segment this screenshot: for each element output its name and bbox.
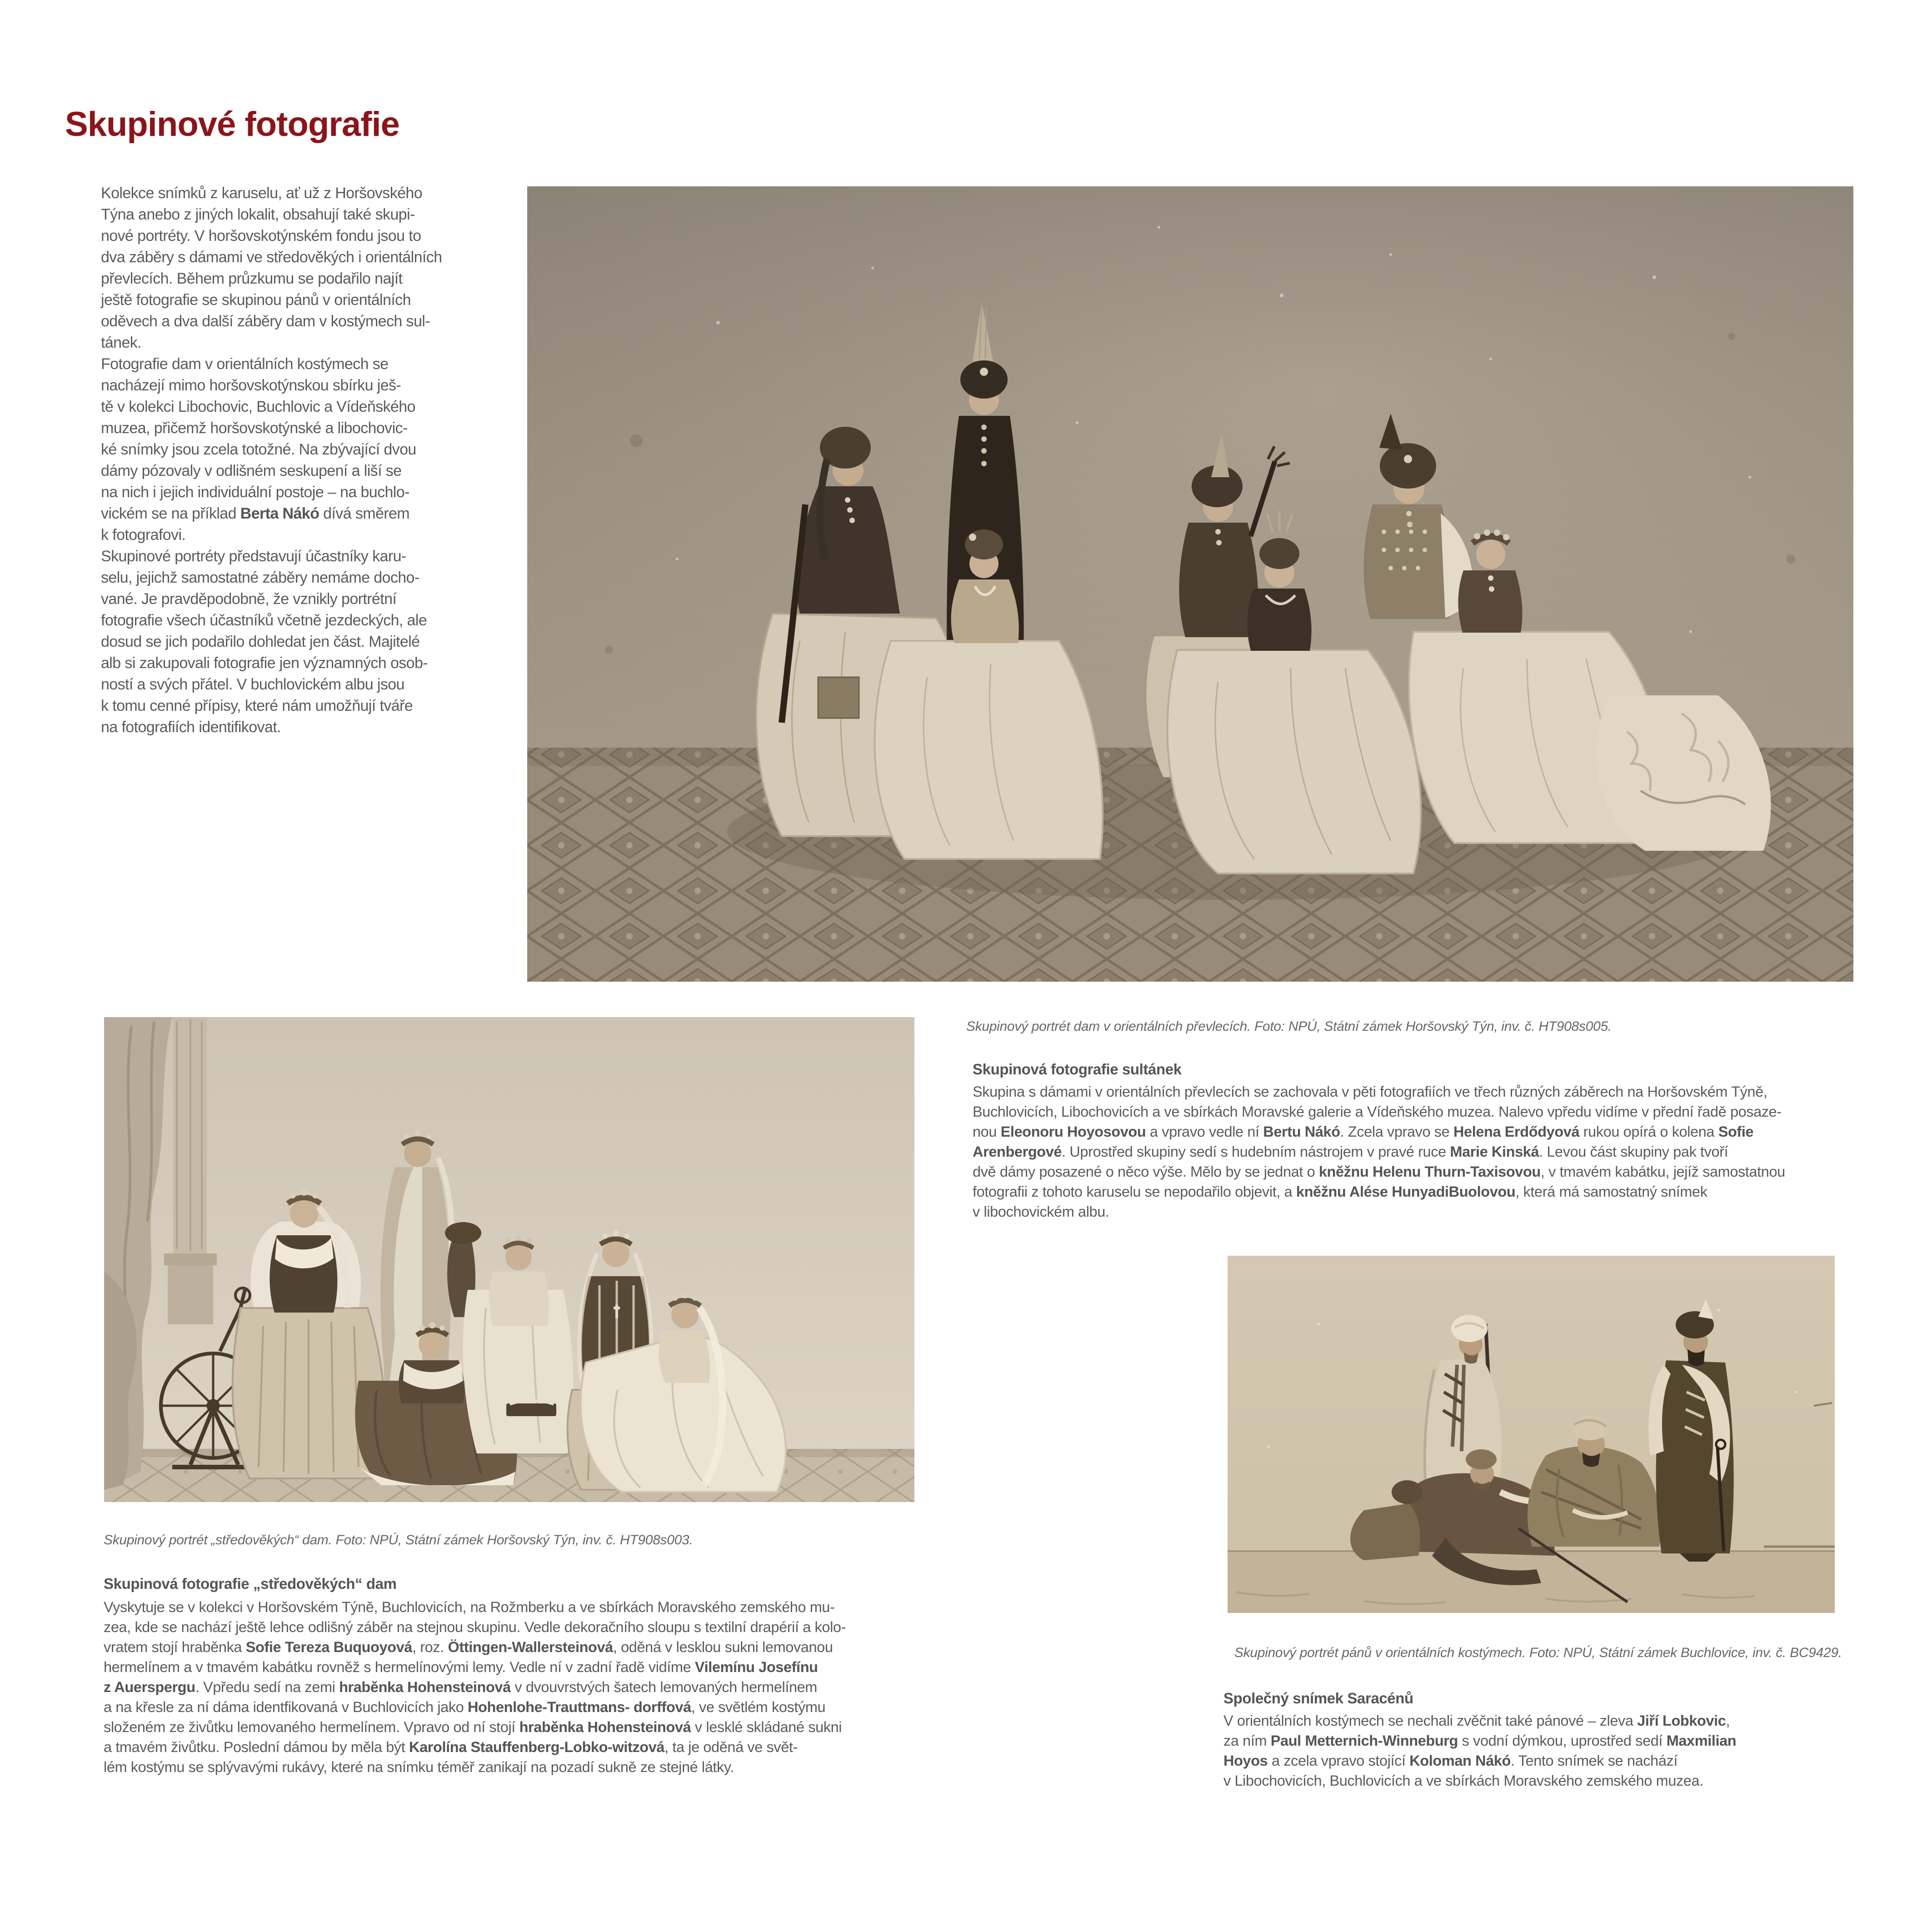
section-body-stredoveke	[104, 1597, 922, 1777]
text-line: dámy pózovaly v odlišném seskupení a liší se	[101, 462, 402, 479]
text-line: v libochovickém albu.	[973, 1203, 1109, 1220]
photo-oriental-men-image	[1228, 1256, 1835, 1613]
text-line: ké snímky jsou zcela totožné. Na zbývající dvou	[101, 441, 416, 458]
section-heading-saracenu: Společný snímek Saracénů	[1223, 1690, 1413, 1707]
text-line: vané. Je pravděpodobně, že vznikly portrétní	[101, 590, 397, 608]
text-line: v Libochovicích, Buchlovicích a ve sbírkách Moravského zemského muzea.	[1223, 1772, 1703, 1789]
text-line: vickém se na příklad Berta Nákó dívá směrem	[101, 505, 410, 522]
text-line: alb si zakupovali fotografie jen významných osob-	[101, 654, 428, 672]
photo-medieval-ladies	[104, 1017, 914, 1502]
text-line: oděvech a dva další záběry dam v kostýmech sul-	[101, 313, 430, 330]
text-line: hermelínem a v tmavém kabátku rovněž s hermelínovými lemy. Vedle ní v zadní řadě vidíme Vilemínu Josefínu	[104, 1659, 818, 1675]
text-line: Vyskytuje se v kolekci v Horšovském Týně, Buchlovicích, na Rožmberku a ve sbírkách Moravského zemského mu-	[104, 1599, 835, 1615]
text-line: ností a svých přátel. V buchlovickém albu jsou	[101, 676, 404, 693]
text-line: složeném ze živůtku lemovaného hermelínem. Vpravo od ní stojí hraběnka Hohensteinová v lesklé skládané sukni	[104, 1719, 842, 1735]
text-line: na fotografiích identifikovat.	[101, 719, 281, 736]
text-line: ještě fotografie se skupinou pánů v orientálních	[101, 291, 411, 309]
text-line: Skupinové portréty představují účastníky karu-	[101, 548, 406, 565]
text-line: Buchlovicích, Libochovicích a ve sbírkách Moravské galerie a Vídeňského muzea. Nalevo vpředu vidíme v přední řadě posaze-	[973, 1103, 1782, 1120]
text-line: nové portréty. V horšovskotýnském fondu jsou to	[101, 227, 421, 245]
text-line: Skupina s dámami v orientálních převlecích se zachovala v pěti fotografiích ve třech různých záběrech na Horšovském Týně,	[973, 1083, 1767, 1100]
section-heading-sultanek: Skupinová fotografie sultánek	[973, 1061, 1182, 1078]
text-line: tánek.	[101, 334, 142, 351]
text-line: Fotografie dam v orientálních kostýmech se	[101, 355, 389, 373]
text-line: na nich i jejich individuální postoje – na buchlo-	[101, 484, 409, 501]
text-line: dosud se jich podařilo dohledat jen část. Majitelé	[101, 633, 420, 650]
text-line: fotografii z tohoto karuselu se nepodařilo objevit, a kněžnu Alése HunyadiBuolovou, která má samostatný snímek	[973, 1183, 1707, 1200]
text-line: Kolekce snímků z karuselu, ať už z Horšovského	[101, 185, 423, 202]
photo-oriental-ladies-image	[527, 186, 1853, 982]
text-line: muzea, přičemž horšovskotýnské a libochovic-	[101, 419, 408, 437]
intro-paragraph	[101, 183, 510, 738]
text-line: vratem stojí hraběnka Sofie Tereza Buquoyová, roz. Öttingen-Wallersteinová, oděná v lesklou sukni lemovanou	[104, 1639, 833, 1655]
text-line: nou Eleonoru Hoyosovou a vpravo vedle ní Bertu Nákó. Zcela vpravo se Helena Erdődyová rukou opírá o kolena Sofie	[973, 1123, 1754, 1140]
text-line: zea, kde se nachází ještě lehce odlišný záběr na stejnou skupinu. Vedle dekoračního sloupu s textilní drapérií a kolo-	[104, 1619, 846, 1635]
text-line: Hoyos a zcela vpravo stojící Koloman Nákó. Tento snímek se nachází	[1223, 1752, 1677, 1769]
text-line: lém kostýmu se splývavými rukávy, které na snímku téměř zanikají na pozadí sukně ze stejné látky.	[104, 1759, 734, 1775]
page-title: Skupinové fotografie	[65, 105, 399, 144]
section-body-sultanek	[973, 1082, 1863, 1222]
text-line: a tmavém živůtku. Poslední dámou by měla být Karolína Stauffenberg-Lobko-witzová, ta je oděná ve svět-	[104, 1739, 798, 1755]
caption-oriental-men: Skupinový portrét pánů v orientálních kostýmech. Foto: NPÚ, Státní zámek Buchlovice, inv. č. BC9429.	[1234, 1645, 1842, 1660]
text-line: fotografie všech účastníků včetně jezdeckých, ale	[101, 612, 427, 629]
text-line: tě v kolekci Libochovic, Buchlovic a Vídeňského	[101, 398, 415, 415]
text-line: k tomu cenné přípisy, které nám umožňují tváře	[101, 697, 413, 714]
text-line: převlecích. Během průzkumu se podařilo najít	[101, 270, 403, 287]
section-heading-stredoveke: Skupinová fotografie „středověkých“ dam	[104, 1575, 397, 1592]
photo-oriental-men	[1228, 1256, 1835, 1613]
text-line: z Auerspergu. Vpředu sedí na zemi hraběnka Hohensteinová v dvouvrstvých šatech lemovaných hermelínem	[104, 1679, 817, 1695]
text-line: za ním Paul Metternich-Winneburg s vodní dýmkou, uprostřed sedí Maxmilian	[1223, 1732, 1737, 1749]
text-line: nacházejí mimo horšovskotýnskou sbírku ješ-	[101, 377, 401, 394]
text-line: Arenbergové. Uprostřed skupiny sedí s hudebním nástrojem v pravé ruce Marie Kinská. Levou část skupiny pak tvoří	[973, 1143, 1728, 1160]
text-line: k fotografovi.	[101, 526, 186, 544]
text-line: dva záběry s dámami ve středověkých i orientálních	[101, 249, 442, 266]
text-line: selu, jejichž samostatné záběry nemáme docho-	[101, 569, 419, 586]
text-line: Týna anebo z jiných lokalit, obsahují také skupi-	[101, 206, 415, 223]
text-line: V orientálních kostýmech se nechali zvěčnit také pánové – zleva Jiří Lobkovic,	[1223, 1712, 1730, 1729]
photo-medieval-ladies-image	[104, 1017, 914, 1502]
caption-medieval-ladies: Skupinový portrét „středověkých“ dam. Foto: NPÚ, Státní zámek Horšovský Týn, inv. č. HT908s003.	[104, 1533, 693, 1548]
text-line: dvě dámy posazené o něco výše. Mělo by se jednat o kněžnu Helenu Thurn-Taxisovou, v tmavém kabátku, jejíž samostatnou	[973, 1163, 1785, 1180]
section-body-saracenu	[1223, 1711, 1873, 1791]
text-line: a na křesle za ní dáma identfikovaná v Buchlovicích jako Hohenlohe-Trauttmans- dorffová, ve světlém kostýmu	[104, 1699, 826, 1715]
photo-oriental-ladies	[527, 186, 1853, 982]
caption-oriental-ladies: Skupinový portrét dam v orientálních převlecích. Foto: NPÚ, Státní zámek Horšovský Týn, inv. č. HT908s005.	[966, 1019, 1612, 1034]
